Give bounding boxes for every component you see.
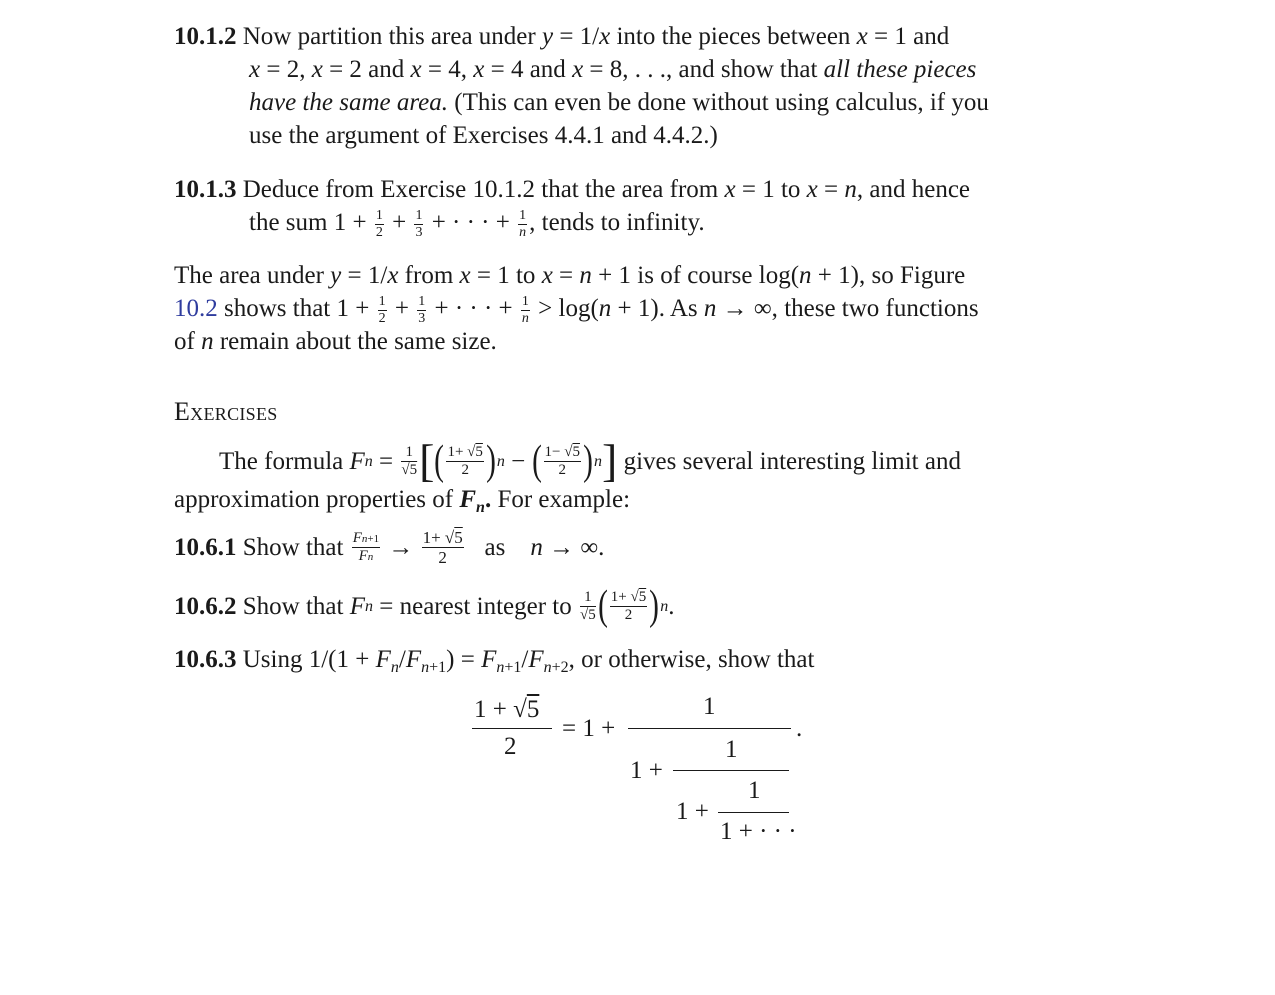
golden-numerator: 1 + √5	[474, 696, 540, 723]
text: remain about the same size.	[219, 328, 497, 355]
emphasis: have the same area.	[249, 89, 449, 116]
text: , and hence	[856, 176, 971, 203]
text: , and show that	[666, 56, 818, 83]
exercises-heading: Exercises	[174, 397, 278, 426]
fraction-bar	[628, 728, 791, 729]
intro-line-2: approximation properties of $F_n$. For example:	[174, 486, 631, 516]
figure-link[interactable]: 10.2	[174, 295, 218, 322]
ex-10-1-3-line-1: 10.1.3 Deduce from Exercise 10.1.2 that the area from x = 1 to x = n, and hence	[174, 176, 971, 203]
fraction-bar	[718, 812, 789, 813]
text: as	[484, 533, 506, 561]
ex-10-6-2: 10.6.2 Show that F n = nearest integer to 1 √5 ( 1+ √5 2 ) n .	[174, 583, 675, 629]
text: The formula	[219, 447, 344, 475]
cf-numerator-2: 1	[725, 736, 738, 763]
exercise-number: 10.6.1	[174, 533, 237, 561]
exercise-number: 10.1.2	[174, 23, 237, 50]
text: into the pieces between	[616, 23, 851, 50]
ex-10-6-3: 10.6.3 Using $1/(1 + F_n/F_{n+1}) = F_{n+1}/F_{n+2}$, or otherwise, show that	[174, 646, 815, 676]
emphasis: all these pieces	[823, 56, 977, 83]
fraction-bar	[673, 770, 789, 771]
golden-denominator: 2	[504, 733, 517, 760]
paragraph-line-2: 10.2 shows that 1 + $\frac{1}{2}$ + $\frac{1}{3}$ + · · · + $\frac{1}{n}$ > log(n + 1). As n → ∞, these two functions	[174, 293, 979, 326]
text: Show that	[242, 533, 344, 561]
period: .	[796, 715, 803, 742]
exercise-number: 10.6.3	[174, 646, 237, 673]
text: shows that	[224, 295, 331, 322]
text: or otherwise, show that	[581, 646, 815, 673]
one-plus-dots: 1 + · · ·	[720, 818, 797, 845]
text: (This can even be done without using calculus, if you	[454, 89, 989, 116]
text: approximation properties of	[174, 486, 454, 513]
paragraph-line-3: of n remain about the same size.	[174, 328, 497, 355]
text: these two functions	[784, 295, 979, 322]
paragraph-line-1: The area under y = 1/x from x = 1 to x = n + 1 is of course log(n + 1), so Figure	[174, 262, 966, 289]
text: gives several interesting limit and	[623, 447, 961, 475]
ex-10-6-1: 10.6.1 Show that Fn+1 Fn → 1+ √5 2 as n → ∞.	[174, 527, 605, 567]
equals-one-plus: = 1 +	[562, 715, 616, 742]
text: Using	[242, 646, 303, 673]
text: is of course	[637, 262, 753, 289]
one-plus: 1 +	[630, 757, 663, 784]
text: nearest integer to	[399, 592, 572, 620]
ex-10-1-3-line-2: the sum 1 + $\frac{1}{2}$ + $\frac{1}{3}$ + · · · + $\frac{1}{n}$ , tends to infinity.	[249, 207, 705, 240]
exercise-number: 10.6.2	[174, 592, 237, 620]
ex-10-1-2-line-3	[249, 86, 989, 119]
fraction-bar	[472, 728, 552, 729]
text: of	[174, 328, 195, 355]
ex-10-1-2-line-4: use the argument of Exercises 4.4.1 and 4.4.2.)	[249, 122, 718, 149]
intro-line-1: The formula F n = 1 √5 [ ( 1+ √5 2 ) n − ( 1− √5 2 ) n ] gives several interesting limit and	[219, 435, 961, 486]
text: and	[913, 23, 950, 50]
ex-10-1-2-line-2: x = 2, x = 2 and x = 4, x = 4 and x = 8, . . ., and show that all these pieces	[249, 56, 977, 83]
text: Now partition this area under	[242, 23, 536, 50]
text: Show that	[242, 592, 344, 620]
text: the sum	[249, 209, 328, 236]
text: tends to infinity.	[541, 209, 705, 236]
exercise-number: 10.1.3	[174, 176, 237, 203]
text: so Figure	[871, 262, 966, 289]
ex-10-1-2-line-1: 10.1.2 Now partition this area under y = 1/x into the pieces between x = 1 and	[174, 23, 950, 50]
text: Deduce from Exercise 10.1.2 that the area from	[242, 176, 719, 203]
text: The area under	[174, 262, 324, 289]
cf-numerator-3: 1	[748, 777, 761, 804]
cf-numerator-1: 1	[703, 693, 716, 720]
one-plus: 1 +	[676, 798, 709, 825]
